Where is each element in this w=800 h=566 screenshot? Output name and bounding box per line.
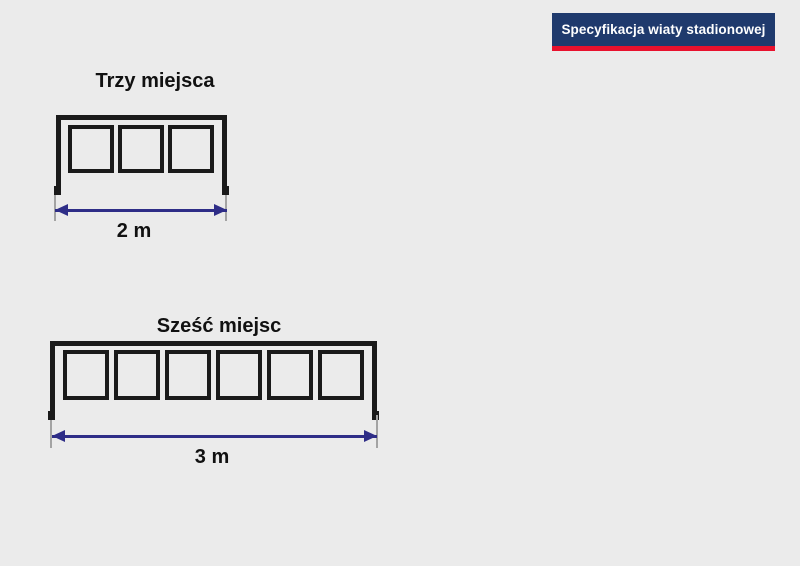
dimension-arrowhead-left — [52, 430, 65, 442]
shelter-leg-left — [56, 115, 61, 195]
seat-square — [165, 350, 211, 400]
shelter-roof — [56, 115, 227, 120]
dimension-label: 2 m — [116, 220, 152, 242]
seat-row — [63, 350, 364, 400]
spec-title-red-stripe — [552, 46, 775, 51]
shelter-roof — [50, 341, 377, 346]
shelter-leg-right — [222, 115, 227, 195]
dimension-arrowhead-left — [55, 204, 68, 216]
shelter-leg-left — [50, 341, 55, 420]
shelter-leg-right — [372, 341, 377, 420]
seat-square — [63, 350, 109, 400]
seat-row — [68, 125, 214, 173]
dimension-arrowhead-right — [364, 430, 377, 442]
dimension-label: 3 m — [194, 446, 230, 468]
seat-square — [168, 125, 214, 173]
seat-square — [114, 350, 160, 400]
shelter-foot-left — [54, 186, 61, 195]
dimension-arrowhead-right — [214, 204, 227, 216]
dimension-arrow — [52, 435, 377, 438]
shelter-foot-right — [222, 186, 229, 195]
diagram-six-seats-title: Sześć miejsc — [156, 315, 282, 337]
seat-square — [216, 350, 262, 400]
spec-title-badge — [552, 13, 775, 46]
spec-title-label: Specyfikacja wiaty stadionowej — [561, 22, 766, 37]
seat-square — [318, 350, 364, 400]
diagram-three-seats-title: Trzy miejsca — [95, 70, 215, 92]
shelter-foot-left — [48, 411, 55, 420]
dimension-arrow — [55, 209, 227, 212]
seat-square — [68, 125, 114, 173]
seat-square — [118, 125, 164, 173]
seat-square — [267, 350, 313, 400]
